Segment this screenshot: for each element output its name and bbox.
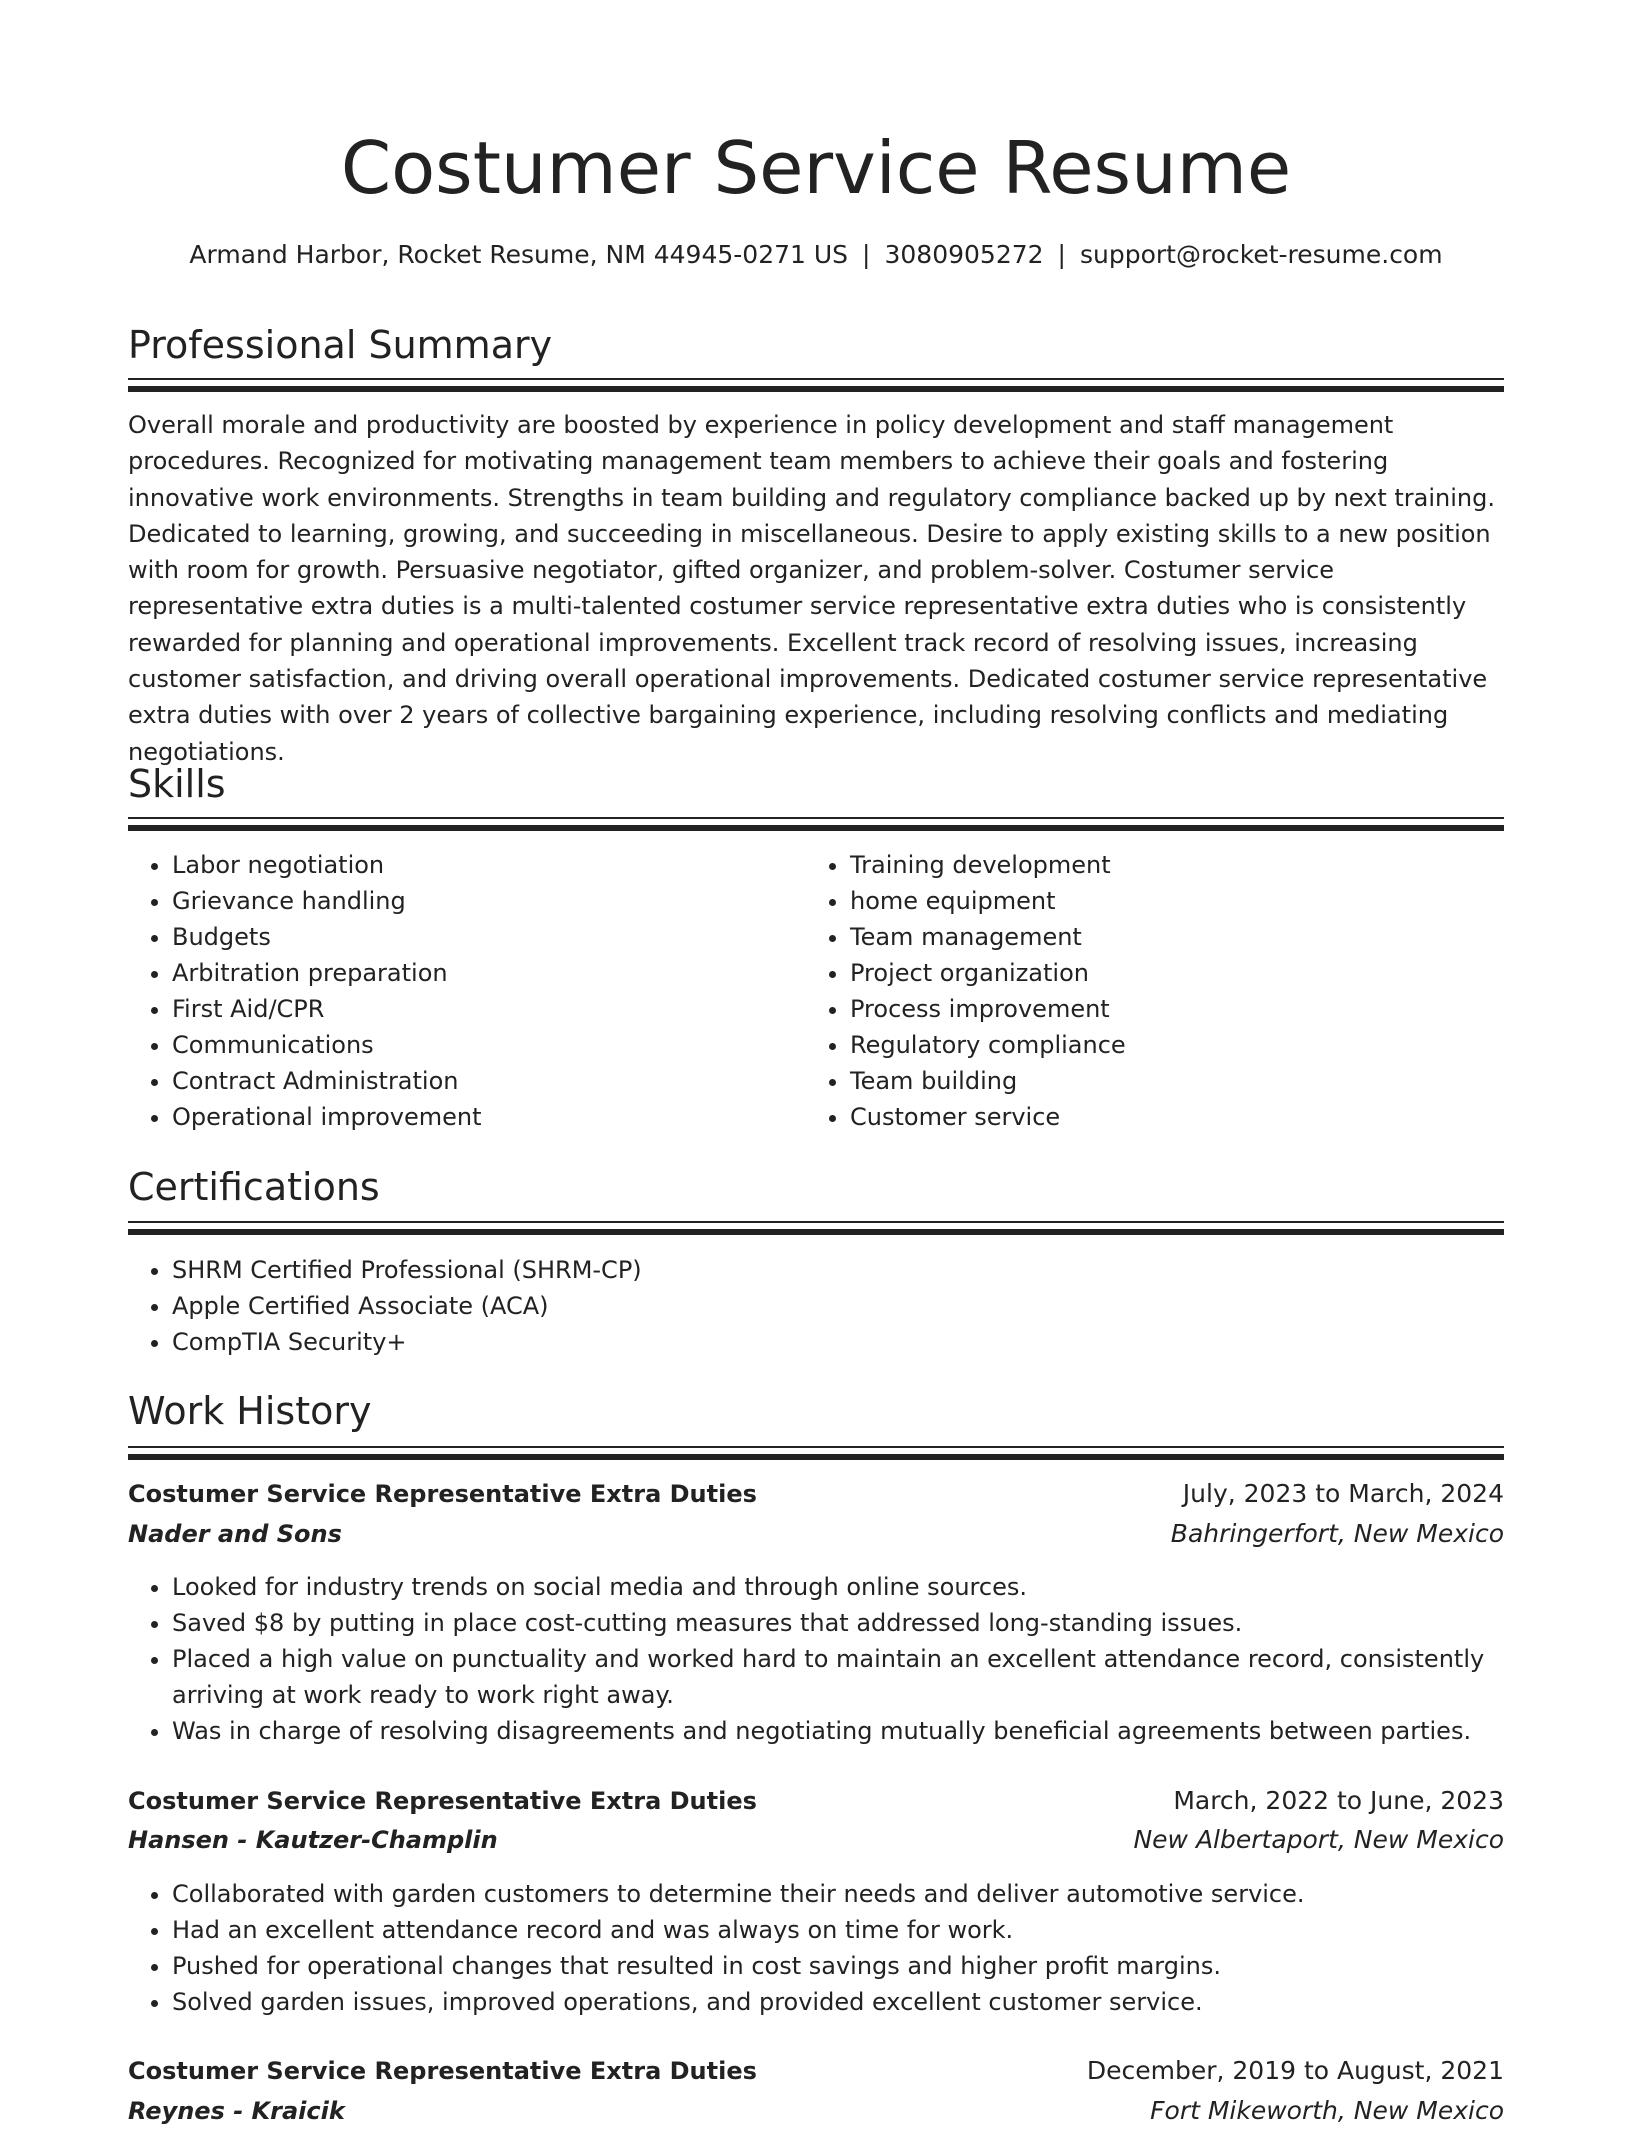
job-bullets: [128, 1569, 1548, 1749]
skill-item: • Team management: [850, 919, 1500, 955]
contact-separator: |: [862, 240, 871, 269]
certifications-list: [128, 1252, 1472, 1360]
skill-item: • Budgets: [172, 919, 812, 955]
contact-separator: |: [1057, 240, 1066, 269]
skill-item: • Customer service: [850, 1099, 1500, 1135]
job-dates: July, 2023 to March, 2024: [1182, 1479, 1504, 1508]
certification-item: • CompTIA Security+: [172, 1324, 1472, 1360]
summary-divider: [128, 378, 1504, 392]
certification-item: • SHRM Certified Professional (SHRM-CP): [172, 1252, 1472, 1288]
skill-item: • Labor negotiation: [172, 847, 812, 883]
job-dates: March, 2022 to June, 2023: [1173, 1786, 1504, 1815]
skill-item: • Project organization: [850, 955, 1500, 991]
skill-item: • Operational improvement: [172, 1099, 812, 1135]
work-history-heading: Work History: [128, 1389, 372, 1433]
job-location: New Albertaport, New Mexico: [1133, 1825, 1504, 1854]
job-bullet: • Saved $8 by putting in place cost-cutting measures that addressed long-standing issues.: [172, 1605, 1548, 1641]
certification-item: • Apple Certified Associate (ACA): [172, 1288, 1472, 1324]
skills-heading: Skills: [128, 762, 226, 806]
skill-item: • home equipment: [850, 883, 1500, 919]
skills-list-left: [128, 847, 812, 1135]
skill-item: • Process improvement: [850, 991, 1500, 1027]
skill-item: • First Aid/CPR: [172, 991, 812, 1027]
skills-list-right: [806, 847, 1500, 1135]
contact-email: support@rocket-resume.com: [1079, 240, 1443, 269]
job-dates: December, 2019 to August, 2021: [1086, 2056, 1504, 2085]
certifications-divider: [128, 1221, 1504, 1235]
job-location: Bahringerfort, New Mexico: [1170, 1519, 1504, 1548]
job-title: Costumer Service Representative Extra Duties: [128, 1787, 757, 1815]
job-title: Costumer Service Representative Extra Duties: [128, 2057, 757, 2085]
contact-address: Armand Harbor, Rocket Resume, NM 44945-0271 US: [189, 240, 849, 269]
job-bullet: • Looked for industry trends on social media and through online sources.: [172, 1569, 1548, 1605]
job-bullet: • Placed a high value on punctuality and worked hard to maintain an excellent attendance record, consistently arriving at work ready to work right away.: [172, 1641, 1548, 1713]
resume-name: Costumer Service Resume: [340, 126, 1292, 210]
job-bullets: [128, 1876, 1548, 2020]
contact-phone: 3080905272: [884, 240, 1044, 269]
skill-item: • Contract Administration: [172, 1063, 812, 1099]
summary-heading: Professional Summary: [128, 323, 553, 367]
job-bullet: • Solved garden issues, improved operations, and provided excellent customer service.: [172, 1984, 1548, 2020]
skill-item: • Team building: [850, 1063, 1500, 1099]
skill-item: • Grievance handling: [172, 883, 812, 919]
certifications-heading: Certifications: [128, 1165, 380, 1209]
skill-item: • Arbitration preparation: [172, 955, 812, 991]
work-history-divider: [128, 1446, 1504, 1460]
skills-divider: [128, 817, 1504, 831]
skill-item: • Training development: [850, 847, 1500, 883]
job-bullet: • Pushed for operational changes that resulted in cost savings and higher profit margins.: [172, 1948, 1548, 1984]
job-title: Costumer Service Representative Extra Duties: [128, 1480, 757, 1508]
job-company: Nader and Sons: [128, 1520, 342, 1548]
job-bullet: • Was in charge of resolving disagreements and negotiating mutually beneficial agreements between parties.: [172, 1713, 1548, 1749]
job-location: Fort Mikeworth, New Mexico: [1150, 2096, 1504, 2125]
skill-item: • Communications: [172, 1027, 812, 1063]
skill-item: • Regulatory compliance: [850, 1027, 1500, 1063]
summary-text: Overall morale and productivity are boosted by experience in policy development and staff management procedures. Recognized for motivating management team members to achieve their goals and fostering innovative work environments. Strengths in team building and regulatory compliance backed up by next training. Dedicated to learning, growing, and succeeding in miscellaneous. Desire to apply existing skills to a new position with room for growth. Persuasive negotiator, gifted organizer, and problem-solver. Costumer service representative extra duties is a multi-talented costumer service representative extra duties who is consistently rewarded for planning and operational improvements. Excellent track record of resolving issues, increasing customer satisfaction, and driving overall operational improvements. Dedicated costumer service representative extra duties with over 2 years of collective bargaining experience, including resolving conflicts and mediating negotiations.: [128, 411, 1495, 766]
job-bullet: • Collaborated with garden customers to determine their needs and deliver automotive service.: [172, 1876, 1548, 1912]
job-bullet: • Had an excellent attendance record and was always on time for work.: [172, 1912, 1548, 1948]
job-company: Hansen - Kautzer-Champlin: [128, 1826, 498, 1854]
contact-line: [128, 237, 1504, 273]
job-company: Reynes - Kraicik: [128, 2097, 345, 2125]
